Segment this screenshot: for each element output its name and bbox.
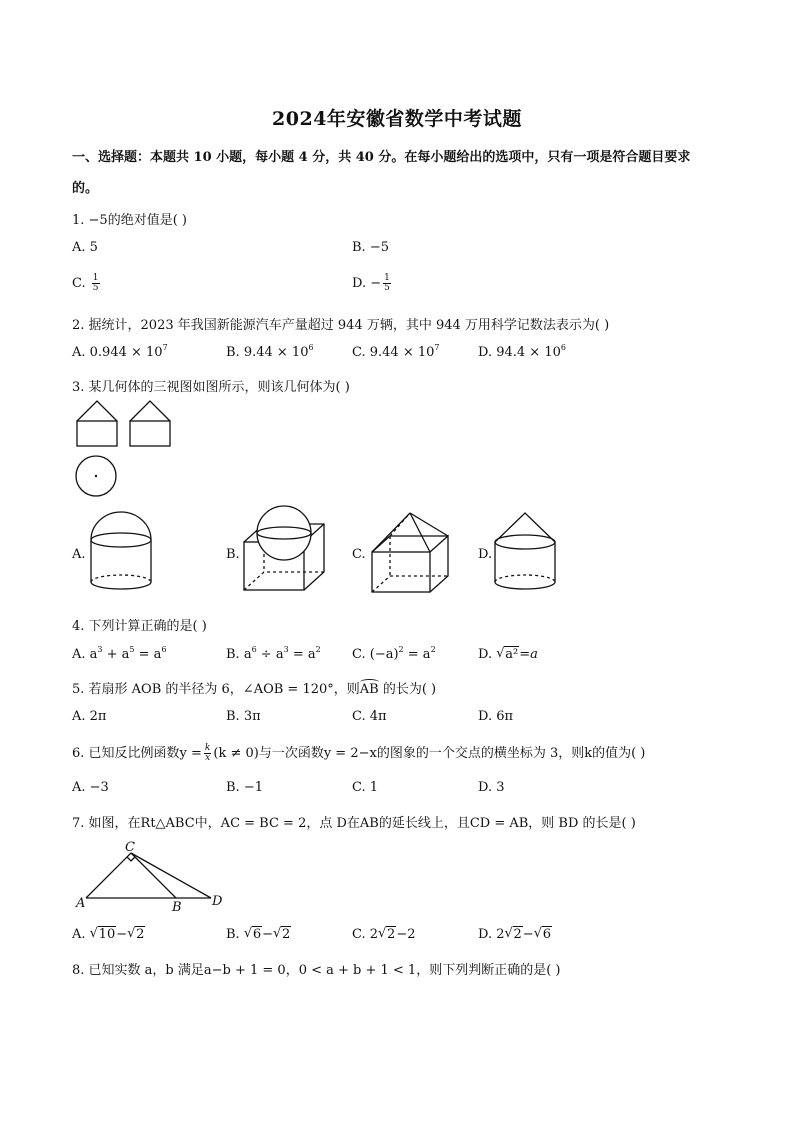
cylinder-top-ellipse [495,535,555,549]
q1-option-d-fraction [383,274,391,293]
hemisphere-outline [91,512,151,540]
q7-d-prefix: D. 2 [478,927,505,942]
q2-option-a [72,345,168,360]
sqrt-symbol [505,927,523,942]
q3-three-view-figure [70,395,180,500]
pyramid-hidden-edge [390,513,410,536]
side-view-roof [130,401,170,421]
q6-option-a: A. −3 [72,780,109,795]
sqrt-symbol [90,927,117,942]
q2-option-a-text: A. 0.944 × 10 [72,345,163,360]
exponent: 2 [315,645,321,654]
q5-option-d: D. 6π [478,709,514,724]
minus: − [522,927,534,942]
q1-option-c-fraction [92,274,100,293]
radicand: 6 [252,927,262,942]
q1-option-b: B. −5 [352,240,389,255]
cylinder-bottom-front [495,582,555,589]
q4-option-a [72,647,167,662]
segment-ac [86,853,131,898]
section-instructions-line1: 一、选择题：本题共 10 小题，每小题 4 分，共 40 分。在每小题给出的选项中，只有一项是符合题目要求 [72,150,691,165]
q7-c-prefix: C. 2 [352,927,379,942]
exponent: 6 [161,645,167,654]
fraction-denominator: x [205,753,211,763]
q7-option-b [226,927,291,942]
radicand: 10 [98,927,116,942]
cylinder-top-ellipse [91,533,151,547]
q5-option-a: A. 2π [72,709,107,724]
fraction-numerator: k [204,743,211,753]
cylinder-bottom-back [91,575,151,582]
q3-option-b-figure [240,505,335,595]
q7-triangle-figure [72,838,232,913]
sqrt-symbol [534,927,552,942]
front-view-body [77,421,117,446]
radicand: 2 [387,927,396,942]
fraction-denominator: 5 [92,283,99,293]
point-label-a: A [76,896,86,911]
q6-option-b: B. −1 [226,780,263,795]
point-label-c: C [125,840,135,855]
radicand: 2 [513,927,522,942]
q3-option-c-label: C. [352,547,366,562]
prism-front-face [372,552,430,592]
q4-d-result: =a [519,647,538,662]
q1-option-c-prefix: C. [72,276,86,291]
q4-b-base1: B. a [226,647,252,662]
q3-option-a-label: A. [72,547,86,562]
q2-option-d [478,345,566,360]
q4-c-result: = a [403,647,431,662]
q4-stem: 4. 下列计算正确的是( ) [72,619,207,634]
q4-a-base2: + a [102,647,130,662]
sphere-outline [257,506,311,560]
exponent: 5 [129,645,135,654]
q4-d-prefix: D. [478,647,493,662]
q5-option-c: C. 4π [352,709,387,724]
q3-option-d-figure [492,510,562,595]
fraction-numerator: 1 [384,273,390,283]
sqrt-symbol [273,927,291,942]
q2-option-c [352,345,440,360]
radicand: 2 [136,927,145,942]
q4-option-b [226,647,321,662]
q7-a-prefix: A. [72,927,86,942]
q4-a-base1: A. a [72,647,98,662]
q4-option-c [352,647,436,662]
minus: − [262,927,274,942]
q3-option-c-figure [368,510,463,595]
sqrt-symbol [378,927,396,942]
cylinder-bottom-front [91,582,151,589]
q4-b-base2: ÷ a [256,647,284,662]
exponent: 6 [251,645,257,654]
prism-right-face [430,536,448,592]
fraction-denominator: 5 [384,283,390,293]
right-angle-mark [127,857,135,861]
point-label-d: D [212,894,223,909]
q7-b-prefix: B. [226,927,240,942]
exponent: 2 [398,645,404,654]
q7-stem: 7. 如图，在Rt△ABC中，AC = BC = 2，点 D在AB的延长线上，且CD = AB，则 BD 的长是( ) [72,816,636,831]
sqrt-symbol [496,647,519,662]
point-label-b: B [172,900,182,915]
q6-stem-text: 6. 已知反比例函数y = [72,746,202,761]
sqrt-symbol [244,927,262,942]
side-view-body [130,421,170,446]
q5-stem-end: 的长为( ) [378,682,437,697]
q2-option-b [226,345,314,360]
q2-option-c-text: C. 9.44 × 10 [352,345,435,360]
minus: − [116,927,128,942]
q8-stem: 8. 已知实数 a，b 满足a−b + 1 = 0，0 < a + b + 1 < 1，则下列判断正确的是( ) [72,963,561,978]
exponent: 6 [308,343,314,352]
q1-option-d-prefix: D. − [352,276,382,291]
q6-fraction [204,744,211,763]
exponent: 7 [434,343,440,352]
q2-stem: 2. 据统计，2023 年我国新能源汽车产量超过 944 万辆，其中 944 万用科学记数法表示为( ) [72,318,610,333]
q1-option-d [352,274,393,293]
sqrt-symbol [127,927,145,942]
q2-option-b-text: B. 9.44 × 10 [226,345,309,360]
q5-option-b: B. 3π [226,709,261,724]
q4-a-result: = a [134,647,162,662]
exponent: 3 [283,645,289,654]
pyramid-edge-1 [372,513,410,552]
q6-option-c: C. 1 [352,780,379,795]
front-view-roof [77,401,117,421]
q1-option-a: A. 5 [72,240,98,255]
fraction-numerator: 1 [92,273,99,283]
q4-c-base: C. (−a) [352,647,399,662]
q7-option-d [478,927,552,942]
q4-b-result: = a [288,647,316,662]
q6-stem [72,742,645,763]
cube-hidden-edges [244,572,324,590]
q5-stem-text: 5. 若扇形 AOB 的半径为 6，∠AOB = 120°，则 [72,682,360,697]
q7-c-tail: −2 [396,927,416,942]
q6-option-d: D. 3 [478,780,505,795]
q3-option-b-label: B. [226,547,240,562]
q4-option-d [478,647,538,662]
exponent: 3 [97,645,103,654]
q2-option-d-text: D. 94.4 × 10 [478,345,561,360]
q5-stem [72,678,436,697]
q3-stem: 3. 某几何体的三视图如图所示，则该几何体为( ) [72,380,350,395]
q3-option-d-label: D. [478,547,493,562]
exponent: 7 [162,343,168,352]
q7-option-c [352,927,415,942]
section-instructions-line2: 的。 [72,181,99,196]
q1-stem: 1. −5的绝对值是( ) [72,213,187,228]
radicand: a² [505,647,519,662]
prism-hidden-bottom [372,576,448,592]
segment-cd [131,853,211,898]
radicand: 2 [282,927,291,942]
cylinder-bottom-back [495,575,555,582]
arc-ab: AB [359,682,379,697]
exponent: 2 [430,645,436,654]
radicand: 6 [542,927,551,942]
top-view-center-dot [95,475,97,477]
q1-option-c [72,274,102,293]
q7-option-a [72,927,145,942]
page-title: 2024年安徽省数学中考试题 [272,108,522,130]
exponent: 6 [560,343,566,352]
segment-cb [131,853,176,898]
q3-option-a-figure [88,510,158,595]
q6-stem-end: (k ≠ 0)与一次函数y = 2−x的图象的一个交点的横坐标为 3，则k的值为( ) [213,746,646,761]
